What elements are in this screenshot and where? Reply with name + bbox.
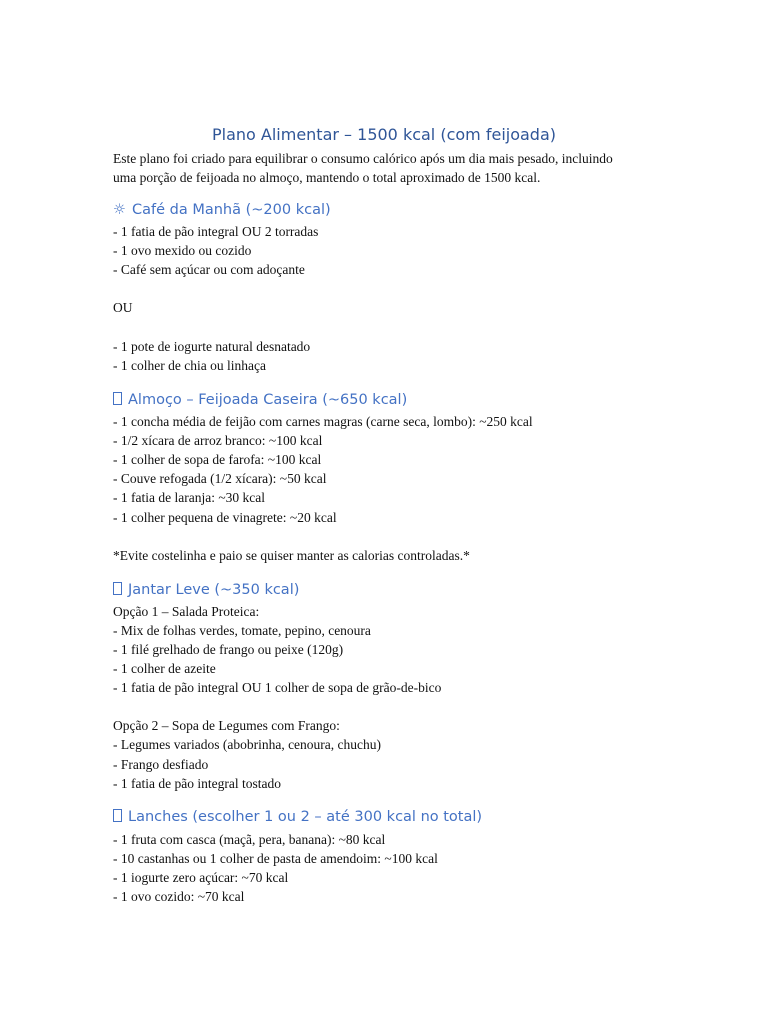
- list-item: - 1 colher de azeite: [113, 661, 216, 676]
- list-item: - 1 colher de chia ou linhaça: [113, 358, 266, 373]
- list-item: - 1 fatia de pão integral OU 2 torradas: [113, 224, 319, 239]
- list-item: - 1 fatia de pão integral tostado: [113, 776, 281, 791]
- list-item: - 1 ovo mexido ou cozido: [113, 243, 252, 258]
- or-separator: OU: [113, 300, 133, 315]
- list-item: - 1/2 xícara de arroz branco: ~100 kcal: [113, 433, 323, 448]
- list-item: - Frango desfiado: [113, 757, 209, 772]
- option-title: Opção 1 – Salada Proteica:: [113, 604, 260, 619]
- breakfast-heading: [113, 200, 331, 220]
- list-item: - Mix de folhas verdes, tomate, pepino, cenoura: [113, 623, 371, 638]
- list-item: - 1 fatia de pão integral OU 1 colher de sopa de grão-de-bico: [113, 680, 442, 695]
- intro-line: Este plano foi criado para equilibrar o consumo calórico após um dia mais pesado, incluindo: [113, 151, 613, 166]
- lunch-heading: [113, 390, 407, 410]
- list-item: - 1 fatia de laranja: ~30 kcal: [113, 490, 265, 505]
- list-item: - Couve refogada (1/2 xícara): ~50 kcal: [113, 471, 327, 486]
- breakfast-heading-text: Café da Manhã (~200 kcal): [132, 202, 331, 218]
- list-item: - Café sem açúcar ou com adoçante: [113, 262, 305, 277]
- list-item: - Legumes variados (abobrinha, cenoura, chuchu): [113, 737, 382, 752]
- list-item: - 1 pote de iogurte natural desnatado: [113, 339, 311, 354]
- sun-icon: ☼: [113, 202, 126, 218]
- lunch-note: *Evite costelinha e paio se quiser manter as calorias controladas.*: [113, 548, 470, 563]
- list-item: - 1 colher pequena de vinagrete: ~20 kcal: [113, 510, 337, 525]
- dinner-heading-text: Jantar Leve (~350 kcal): [128, 582, 300, 598]
- snacks-heading-text: Lanches (escolher 1 ou 2 – até 300 kcal no total): [128, 809, 483, 825]
- list-item: - 1 iogurte zero açúcar: ~70 kcal: [113, 870, 289, 885]
- list-item: - 1 fruta com casca (maçã, pera, banana): ~80 kcal: [113, 832, 386, 847]
- snacks-heading: [113, 807, 482, 827]
- list-item: - 1 concha média de feijão com carnes magras (carne seca, lombo): ~250 kcal: [113, 414, 533, 429]
- lunch-heading-text: Almoço – Feijoada Caseira (~650 kcal): [128, 392, 408, 408]
- missing-glyph-icon: [113, 392, 122, 405]
- list-item: - 1 filé grelhado de frango ou peixe (120g): [113, 642, 344, 657]
- missing-glyph-icon: [113, 582, 122, 595]
- document-title: Plano Alimentar – 1500 kcal (com feijoada): [211, 125, 556, 144]
- missing-glyph-icon: [113, 809, 122, 822]
- option-title: Opção 2 – Sopa de Legumes com Frango:: [113, 718, 340, 733]
- list-item: - 1 colher de sopa de farofa: ~100 kcal: [113, 452, 322, 467]
- dinner-heading: [113, 580, 299, 600]
- list-item: - 10 castanhas ou 1 colher de pasta de amendoim: ~100 kcal: [113, 851, 438, 866]
- intro-line: uma porção de feijoada no almoço, mantendo o total aproximado de 1500 kcal.: [113, 170, 541, 185]
- list-item: - 1 ovo cozido: ~70 kcal: [113, 889, 245, 904]
